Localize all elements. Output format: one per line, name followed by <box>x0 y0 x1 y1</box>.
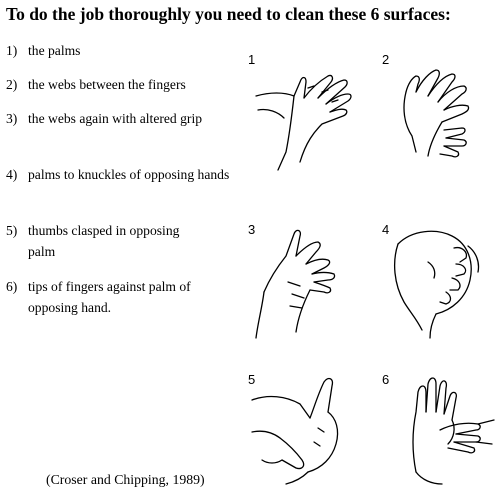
figure-3 <box>248 222 368 342</box>
step-number: 2) <box>6 77 18 92</box>
knuckles-in-palm-icon <box>382 222 502 342</box>
figure-1 <box>248 52 368 172</box>
step-number: 6) <box>6 279 18 294</box>
figure-number: 5 <box>248 372 256 387</box>
step-number: 3) <box>6 111 18 126</box>
figure-number: 6 <box>382 372 390 387</box>
step-number: 4) <box>6 167 18 182</box>
step-number: 5) <box>6 223 18 238</box>
figure-number: 2 <box>382 52 390 67</box>
webs-altered-grip-icon <box>248 222 368 342</box>
step-item <box>6 108 206 129</box>
fingertips-on-palm-icon <box>382 372 502 492</box>
step-text: tips of fingers against palm of opposing hand. <box>28 279 191 315</box>
step-item <box>6 40 231 61</box>
figure-number: 4 <box>382 222 390 237</box>
step-item <box>6 276 231 318</box>
figure-6 <box>382 372 502 492</box>
step-text: thumbs clasped in opposing palm <box>28 223 180 259</box>
page-title: To do the job thoroughly you need to clean these 6 surfaces: <box>6 4 451 24</box>
step-item <box>6 164 231 185</box>
figure-number: 1 <box>248 52 256 67</box>
fingers-interlaced-icon <box>382 52 502 172</box>
palms-rubbing-icon <box>248 52 368 172</box>
figure-5 <box>248 372 368 492</box>
citation: (Croser and Chipping, 1989) <box>46 472 205 487</box>
step-item <box>6 74 231 95</box>
thumb-clasped-icon <box>248 372 368 492</box>
step-text: palms to knuckles of opposing hands <box>28 167 230 182</box>
step-text: the webs between the fingers <box>28 77 186 92</box>
step-number: 1) <box>6 43 18 58</box>
figure-number: 3 <box>248 222 256 237</box>
step-item <box>6 220 206 262</box>
figure-4 <box>382 222 502 342</box>
step-text: the webs again with altered grip <box>28 111 203 126</box>
step-text: the palms <box>28 43 81 58</box>
figure-2 <box>382 52 502 172</box>
